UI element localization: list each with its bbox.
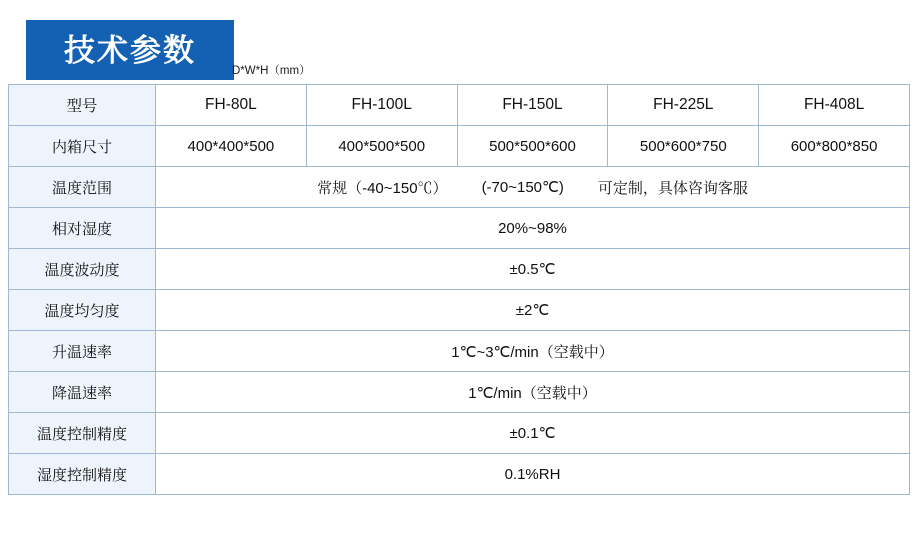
row-label-temperature-control-accuracy: 温度控制精度	[9, 413, 156, 454]
temperature-fluctuation-value: ±0.5℃	[156, 249, 910, 290]
heating-rate-value: 1℃~3℃/min（空载中）	[156, 331, 910, 372]
temperature-uniformity-value: ±2℃	[156, 290, 910, 331]
row-label-model: 型号	[9, 85, 156, 126]
inner-size-fh-408l: 600*800*850	[759, 126, 910, 167]
row-label-humidity-control-accuracy: 湿度控制精度	[9, 454, 156, 495]
row-label-temperature-range: 温度范围	[9, 167, 156, 208]
inner-size-fh-225l: 500*600*750	[608, 126, 759, 167]
dimension-note: D*W*H（mm）	[232, 65, 311, 77]
model-fh-225l: FH-225L	[608, 85, 759, 126]
row-label-inner-size: 内箱尺寸	[9, 126, 156, 167]
model-fh-100l: FH-100L	[306, 85, 457, 126]
table-row	[9, 372, 910, 413]
cooling-rate-value: 1℃/min（空载中）	[156, 372, 910, 413]
page-title: 技术参数	[64, 32, 196, 68]
model-fh-408l: FH-408L	[759, 85, 910, 126]
inner-size-fh-150l: 500*500*600	[457, 126, 608, 167]
inner-size-fh-80l: 400*400*500	[156, 126, 307, 167]
row-label-heating-rate: 升温速率	[9, 331, 156, 372]
table-row	[9, 331, 910, 372]
temp-range-custom: 可定制，具体咨询客服	[597, 179, 748, 197]
table-row	[9, 413, 910, 454]
model-fh-80l: FH-80L	[156, 85, 307, 126]
table-row	[9, 249, 910, 290]
table-row	[9, 454, 910, 495]
row-label-relative-humidity: 相对湿度	[9, 208, 156, 249]
table-row	[9, 85, 910, 126]
table-row	[9, 126, 910, 167]
humidity-control-accuracy-value: 0.1%RH	[156, 454, 910, 495]
row-label-cooling-rate: 降温速率	[9, 372, 156, 413]
relative-humidity-value: 20%~98%	[156, 208, 910, 249]
row-label-temperature-uniformity: 温度均匀度	[9, 290, 156, 331]
temperature-range-value	[156, 167, 910, 208]
table-row	[9, 290, 910, 331]
temp-range-extended: (-70~150℃)	[481, 179, 564, 196]
temperature-control-accuracy-value: ±0.1℃	[156, 413, 910, 454]
table-row	[9, 167, 910, 208]
temp-range-standard: 常规（-40~150℃）	[317, 179, 448, 197]
row-label-temperature-fluctuation: 温度波动度	[9, 249, 156, 290]
table-row	[9, 208, 910, 249]
specification-table	[8, 84, 910, 495]
inner-size-fh-100l: 400*500*500	[306, 126, 457, 167]
model-fh-150l: FH-150L	[457, 85, 608, 126]
title-banner	[26, 20, 234, 80]
